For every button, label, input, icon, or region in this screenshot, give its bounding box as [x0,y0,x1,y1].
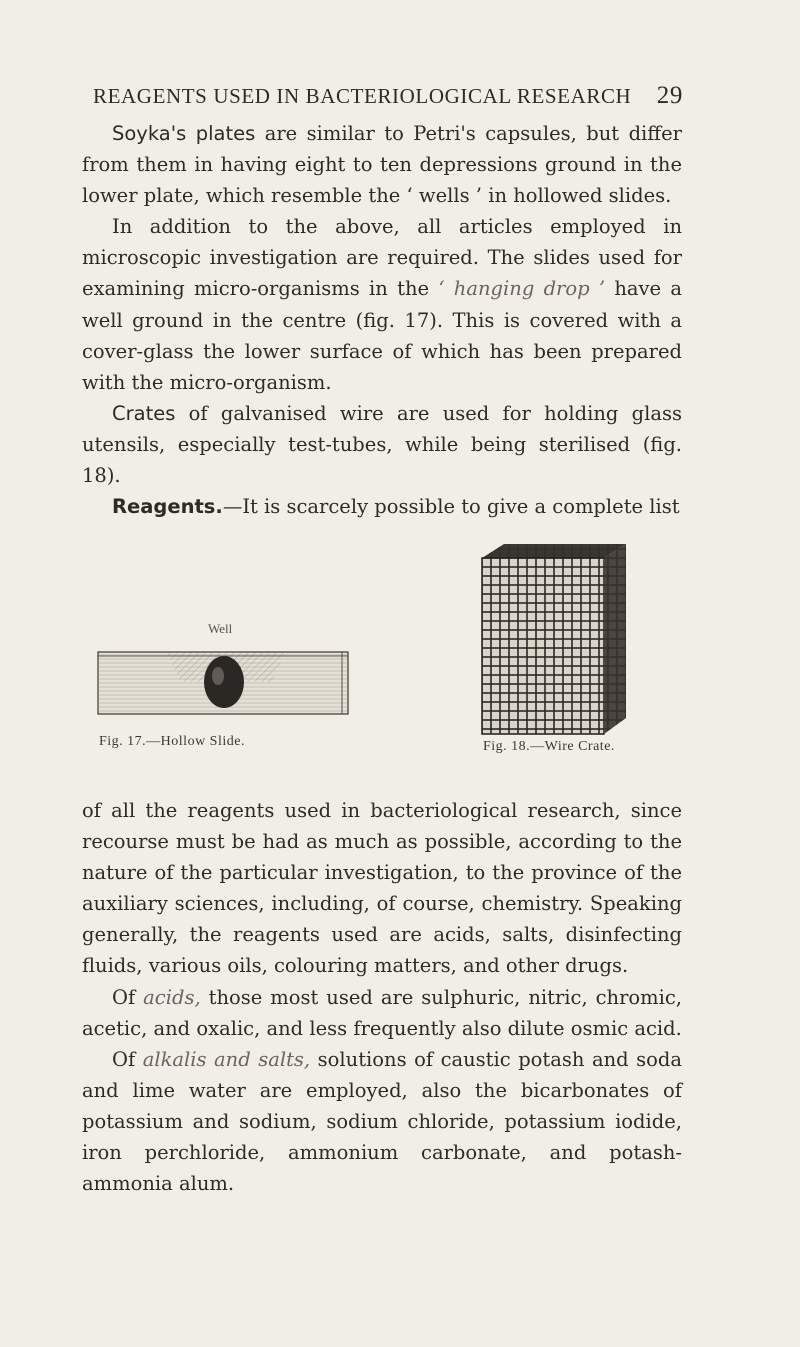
paragraph-text: solutions of caustic potash and soda and lime water are employed, also the bicarbonates of potassium and sodium, sodium chloride, potassium iodide, iron perchloride, ammonium carbonate, and potash-ammonia alum. [82,1047,683,1196]
paragraph-text: of galvanised wire are used for holding glass utensils, especially test-tubes, while being sterilised (fig. 18). [82,401,682,488]
paragraph-soyka-plates [82,118,682,211]
paragraph-text: have a well ground in the centre (fig. 17). This is covered with a cover-glass the lower surface of which has been prepared with the micro-organism. [82,277,682,394]
paragraph-crates [82,398,682,491]
paragraph-acids [82,982,682,1044]
italic-term: alkalis and salts, [142,1047,311,1071]
wire-crate-figure [464,540,634,740]
fig18-caption: Fig. 18.—Wire Crate. [483,739,615,754]
runin-heading: Reagents. [112,495,223,519]
paragraph-alkalis [82,1044,682,1199]
fig17-caption: Fig. 17.—Hollow Slide. [99,734,245,749]
paragraph-text: are similar to Petri's capsules, but differ from them in having eight to ten depressions ground in the lower plate, which resemble the ‘ wells ’ in hollowed slides. [82,122,683,208]
italic-term: acids, [143,985,201,1009]
paragraph-text: Of [112,1047,143,1071]
paragraph-text: —It is scarcely possible to give a complete list [222,495,680,519]
paragraph-text: those most used are sulphuric, nitric, chromic, acetic, and oxalic, and less frequently also dilute osmic acid. [82,985,683,1040]
well-depression [204,656,244,708]
paragraph-slides [82,211,682,398]
paragraph-reagents [82,491,682,522]
body-text-top [82,118,682,522]
running-header [93,82,683,110]
paragraph-text: Of [112,985,144,1009]
fig17-well-label: Well [208,621,233,636]
hollow-slide-figure [96,642,356,718]
paragraph-reagents-continued [82,795,682,982]
body-text-bottom [82,795,682,1199]
paragraph-text: of all the reagents used in bacteriological research, since recourse must be had as much as possible, according to the nature of the particular investigation, to the province of the auxiliary sciences, including, of course, chemistry. Speaking generally, the reagents used are acids, salts, disinfecting fluids, various oils, colouring matters, and other drugs. [82,799,682,978]
paragraph-text: In addition to the above, all articles employed in microscopic investigation are required. The slides used for examining micro-organisms in the [82,215,682,301]
italic-term: ‘ hanging drop ’ [438,277,606,301]
runin-heading: Crates [112,401,176,425]
header-title: REAGENTS USED IN BACTERIOLOGICAL RESEARCH [93,84,632,108]
page-number: 29 [656,82,683,109]
runin-heading: Soyka's plates [112,122,256,145]
